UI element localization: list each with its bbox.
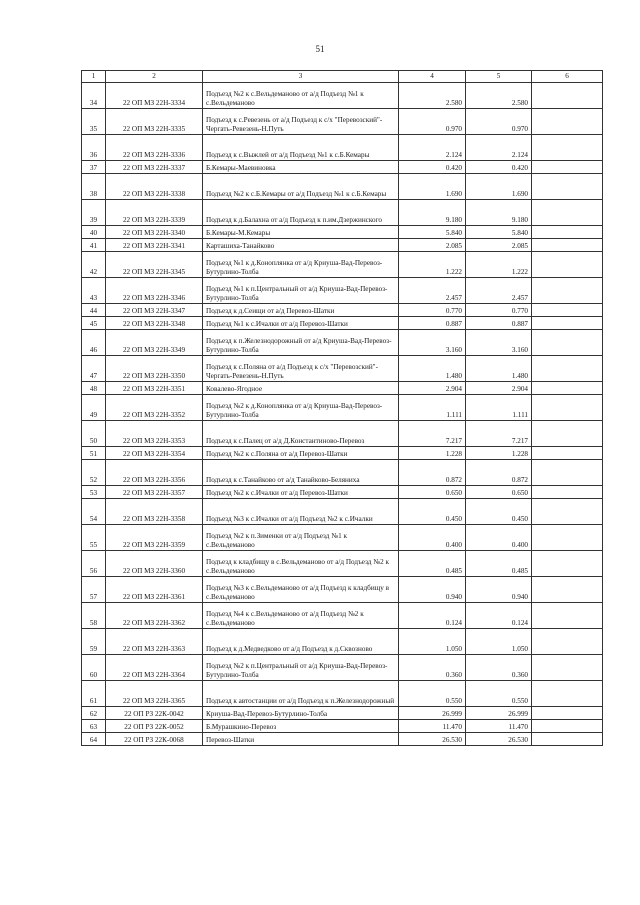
header-col-4: 4: [399, 71, 466, 83]
road-length-total: 0.872: [466, 460, 532, 486]
road-name: Подъезд №2 к п.Зименки от а/д Подъезд №1 к с.Вельдеманово: [203, 525, 399, 551]
road-name: Подъезд к д.Балахна от а/д Подъезд к п.им.Дзержинского: [203, 200, 399, 226]
road-name: Подъезд к с.Танайково от а/д Танайково-Белянихa: [203, 460, 399, 486]
road-name: Подъезд к д.Сеищи от а/д Перевоз-Шатки: [203, 304, 399, 317]
road-length: 0.485: [399, 551, 466, 577]
road-length-total: 0.550: [466, 681, 532, 707]
table-row: [82, 135, 603, 161]
table-row: [82, 707, 603, 720]
note-cell: [532, 330, 603, 356]
road-length-total: 26.530: [466, 733, 532, 746]
note-cell: [532, 707, 603, 720]
road-code: 22 ОП МЗ 22Н-3359: [106, 525, 203, 551]
note-cell: [532, 161, 603, 174]
note-cell: [532, 135, 603, 161]
row-number: 47: [82, 356, 106, 382]
road-code: 22 ОП МЗ 22Н-3336: [106, 135, 203, 161]
row-number: 48: [82, 382, 106, 395]
road-code: 22 ОП МЗ 22Н-3349: [106, 330, 203, 356]
note-cell: [532, 681, 603, 707]
road-name: Подъезд к с.Выжлей от а/д Подъезд №1 к с.Б.Кемары: [203, 135, 399, 161]
table-row: [82, 525, 603, 551]
table-row: [82, 603, 603, 629]
table-row: [82, 161, 603, 174]
row-number: 56: [82, 551, 106, 577]
road-name: Подъезд №2 к д.Коноплянка от а/д Криуша-Вад-Перевоз-Бутурлино-Толба: [203, 395, 399, 421]
road-name: Подъезд №2 к с.Б.Кемары от а/д Подъезд №1 к с.Б.Кемары: [203, 174, 399, 200]
row-number: 37: [82, 161, 106, 174]
road-name: Перевоз-Шатки: [203, 733, 399, 746]
road-length-total: 9.180: [466, 200, 532, 226]
header-row: [82, 71, 603, 83]
road-length-total: 0.360: [466, 655, 532, 681]
header-col-5: 5: [466, 71, 532, 83]
note-cell: [532, 421, 603, 447]
road-name: Б.Кемары-Маевиновка: [203, 161, 399, 174]
road-code: 22 ОП МЗ 22Н-3362: [106, 603, 203, 629]
table-row: [82, 577, 603, 603]
row-number: 46: [82, 330, 106, 356]
header-col-3: 3: [203, 71, 399, 83]
note-cell: [532, 239, 603, 252]
road-length-total: 2.904: [466, 382, 532, 395]
road-name: Подъезд к кладбищу в с.Вельдеманово от а/д Подъезд №2 к с.Вельдеманово: [203, 551, 399, 577]
note-cell: [532, 109, 603, 135]
road-length-total: 3.160: [466, 330, 532, 356]
note-cell: [532, 278, 603, 304]
table-body: [82, 83, 603, 746]
note-cell: [532, 525, 603, 551]
row-number: 51: [82, 447, 106, 460]
row-number: 52: [82, 460, 106, 486]
road-length: 0.450: [399, 499, 466, 525]
road-name: Карташиха-Танайково: [203, 239, 399, 252]
road-length: 2.085: [399, 239, 466, 252]
road-length-total: 0.940: [466, 577, 532, 603]
table-row: [82, 317, 603, 330]
road-length: 2.457: [399, 278, 466, 304]
road-code: 22 ОП МЗ 22Н-3360: [106, 551, 203, 577]
note-cell: [532, 174, 603, 200]
road-length-total: 1.480: [466, 356, 532, 382]
note-cell: [532, 304, 603, 317]
road-name: Подъезд №3 к с.Вельдеманово от а/д Подъезд к кладбищу в с.Вельдеманово: [203, 577, 399, 603]
table-row: [82, 226, 603, 239]
road-code: 22 ОП МЗ 22Н-3341: [106, 239, 203, 252]
row-number: 39: [82, 200, 106, 226]
row-number: 53: [82, 486, 106, 499]
road-length-total: 1.050: [466, 629, 532, 655]
road-length: 0.400: [399, 525, 466, 551]
header-col-6: 6: [532, 71, 603, 83]
row-number: 63: [82, 720, 106, 733]
road-length: 2.580: [399, 83, 466, 109]
row-number: 41: [82, 239, 106, 252]
road-name: Ковалево-Ягодное: [203, 382, 399, 395]
road-length: 0.940: [399, 577, 466, 603]
road-code: 22 ОП МЗ 22Н-3345: [106, 252, 203, 278]
note-cell: [532, 499, 603, 525]
table-row: [82, 486, 603, 499]
road-length: 1.222: [399, 252, 466, 278]
road-length: 9.180: [399, 200, 466, 226]
table-row: [82, 83, 603, 109]
road-length: 5.840: [399, 226, 466, 239]
row-number: 57: [82, 577, 106, 603]
road-length-total: 26.999: [466, 707, 532, 720]
road-length-total: 11.470: [466, 720, 532, 733]
road-code: 22 ОП МЗ 22Н-3335: [106, 109, 203, 135]
table-row: [82, 681, 603, 707]
row-number: 58: [82, 603, 106, 629]
road-length: 2.904: [399, 382, 466, 395]
road-name: Подъезд №2 к с.Вельдеманово от а/д Подъезд №1 к с.Вельдеманово: [203, 83, 399, 109]
table-row: [82, 421, 603, 447]
road-length: 1.111: [399, 395, 466, 421]
table-row: [82, 239, 603, 252]
note-cell: [532, 733, 603, 746]
road-length: 0.650: [399, 486, 466, 499]
road-length-total: 1.222: [466, 252, 532, 278]
note-cell: [532, 83, 603, 109]
road-length: 26.530: [399, 733, 466, 746]
road-length-total: 0.485: [466, 551, 532, 577]
road-length-total: 0.124: [466, 603, 532, 629]
row-number: 35: [82, 109, 106, 135]
road-code: 22 ОП МЗ 22Н-3347: [106, 304, 203, 317]
row-number: 45: [82, 317, 106, 330]
road-length-total: 2.457: [466, 278, 532, 304]
road-code: 22 ОП МЗ 22Н-3334: [106, 83, 203, 109]
road-code: 22 ОП МЗ 22Н-3354: [106, 447, 203, 460]
header-col-1: 1: [82, 71, 106, 83]
road-length-total: 7.217: [466, 421, 532, 447]
road-length-total: 0.400: [466, 525, 532, 551]
road-name: Подъезд №1 к д.Коноплянка от а/д Криуша-Вад-Перевоз-Бутурлино-Толба: [203, 252, 399, 278]
road-code: 22 ОП МЗ 22Н-3356: [106, 460, 203, 486]
row-number: 60: [82, 655, 106, 681]
road-code: 22 ОП МЗ 22Н-3350: [106, 356, 203, 382]
row-number: 50: [82, 421, 106, 447]
row-number: 55: [82, 525, 106, 551]
road-code: 22 ОП МЗ 22Н-3358: [106, 499, 203, 525]
table-row: [82, 629, 603, 655]
road-code: 22 ОП МЗ 22Н-3353: [106, 421, 203, 447]
row-number: 64: [82, 733, 106, 746]
table-row: [82, 655, 603, 681]
road-length-total: 2.124: [466, 135, 532, 161]
road-length: 0.420: [399, 161, 466, 174]
road-name: Подъезд №2 к п.Центральный от а/д Криуша-Вад-Перевоз-Бутурлино-Толба: [203, 655, 399, 681]
table-row: [82, 395, 603, 421]
road-code: 22 ОП РЗ 22К-0052: [106, 720, 203, 733]
road-length: 0.550: [399, 681, 466, 707]
table-row: [82, 252, 603, 278]
row-number: 40: [82, 226, 106, 239]
road-code: 22 ОП МЗ 22Н-3357: [106, 486, 203, 499]
table-row: [82, 720, 603, 733]
note-cell: [532, 447, 603, 460]
row-number: 34: [82, 83, 106, 109]
road-name: Подъезд №4 к с.Вельдеманово от а/д Подъезд №2 к с.Вельдеманово: [203, 603, 399, 629]
road-length-total: 1.111: [466, 395, 532, 421]
road-length: 1.690: [399, 174, 466, 200]
header-col-2: 2: [106, 71, 203, 83]
table-row: [82, 460, 603, 486]
note-cell: [532, 655, 603, 681]
road-length: 1.480: [399, 356, 466, 382]
note-cell: [532, 603, 603, 629]
table-row: [82, 551, 603, 577]
road-length: 2.124: [399, 135, 466, 161]
road-length-total: 0.770: [466, 304, 532, 317]
row-number: 62: [82, 707, 106, 720]
road-name: Б.Мурашкино-Перевоз: [203, 720, 399, 733]
road-length-total: 0.450: [466, 499, 532, 525]
road-length: 0.887: [399, 317, 466, 330]
note-cell: [532, 460, 603, 486]
road-length: 3.160: [399, 330, 466, 356]
roads-table: [81, 70, 603, 746]
road-length: 0.872: [399, 460, 466, 486]
note-cell: [532, 252, 603, 278]
road-code: 22 ОП МЗ 22Н-3338: [106, 174, 203, 200]
table-row: [82, 356, 603, 382]
table-row: [82, 278, 603, 304]
road-code: 22 ОП МЗ 22Н-3361: [106, 577, 203, 603]
road-name: Подъезд №2 к с.Поляна от а/д Перевоз-Шатки: [203, 447, 399, 460]
road-length-total: 0.970: [466, 109, 532, 135]
road-length-total: 0.650: [466, 486, 532, 499]
road-length-total: 0.420: [466, 161, 532, 174]
road-name: Подъезд к с.Ревезень от а/д Подъезд к с/х "Перевозский"-Чергать-Ревезень-Н.Путь: [203, 109, 399, 135]
road-length-total: 1.228: [466, 447, 532, 460]
note-cell: [532, 317, 603, 330]
page-number: 51: [315, 44, 325, 54]
road-name: Подъезд №1 к с.Ичалки от а/д Перевоз-Шатки: [203, 317, 399, 330]
note-cell: [532, 200, 603, 226]
road-length: 26.999: [399, 707, 466, 720]
table-row: [82, 499, 603, 525]
road-name: Б.Кемары-М.Кемары: [203, 226, 399, 239]
table-row: [82, 200, 603, 226]
road-code: 22 ОП МЗ 22Н-3363: [106, 629, 203, 655]
road-length: 0.770: [399, 304, 466, 317]
road-name: Подъезд к п.Железнодорожный от а/д Криуша-Вад-Перевоз-Бутурлино-Толба: [203, 330, 399, 356]
road-name: Подъезд №2 к с.Ичалки от а/д Перевоз-Шатки: [203, 486, 399, 499]
table-row: [82, 330, 603, 356]
table-row: [82, 447, 603, 460]
road-name: Подъезд к автостанции от а/д Подъезд к п.Железнодорожный: [203, 681, 399, 707]
note-cell: [532, 720, 603, 733]
road-length-total: 5.840: [466, 226, 532, 239]
road-code: 22 ОП МЗ 22Н-3365: [106, 681, 203, 707]
note-cell: [532, 395, 603, 421]
table-row: [82, 304, 603, 317]
road-code: 22 ОП МЗ 22Н-3352: [106, 395, 203, 421]
row-number: 42: [82, 252, 106, 278]
road-name: Подъезд к д.Медведково от а/д Подъезд к д.Сквозново: [203, 629, 399, 655]
road-code: 22 ОП МЗ 22Н-3337: [106, 161, 203, 174]
row-number: 38: [82, 174, 106, 200]
note-cell: [532, 551, 603, 577]
road-code: 22 ОП МЗ 22Н-3339: [106, 200, 203, 226]
road-code: 22 ОП МЗ 22Н-3351: [106, 382, 203, 395]
road-code: 22 ОП РЗ 22К-0068: [106, 733, 203, 746]
road-code: 22 ОП МЗ 22Н-3364: [106, 655, 203, 681]
road-name: Подъезд к с.Палец от а/д Д.Константиново-Перевоз: [203, 421, 399, 447]
road-length: 0.124: [399, 603, 466, 629]
note-cell: [532, 382, 603, 395]
note-cell: [532, 226, 603, 239]
row-number: 44: [82, 304, 106, 317]
road-name: Подъезд №3 к с.Ичалки от а/д Подъезд №2 к с.Ичалки: [203, 499, 399, 525]
road-length: 7.217: [399, 421, 466, 447]
note-cell: [532, 486, 603, 499]
row-number: 43: [82, 278, 106, 304]
road-length: 1.228: [399, 447, 466, 460]
road-name: Криуша-Вад-Перевоз-Бутурлино-Толба: [203, 707, 399, 720]
road-length: 0.360: [399, 655, 466, 681]
road-name: Подъезд №1 к п.Центральный от а/д Криуша-Вад-Перевоз-Бутурлино-Толба: [203, 278, 399, 304]
note-cell: [532, 629, 603, 655]
road-length-total: 0.887: [466, 317, 532, 330]
row-number: 59: [82, 629, 106, 655]
road-length: 0.970: [399, 109, 466, 135]
road-name: Подъезд к с.Поляна от а/д Подъезд к с/х "Перевозский"-Чергать-Ревезень-Н.Путь: [203, 356, 399, 382]
road-code: 22 ОП РЗ 22К-0042: [106, 707, 203, 720]
table-row: [82, 733, 603, 746]
road-code: 22 ОП МЗ 22Н-3346: [106, 278, 203, 304]
row-number: 54: [82, 499, 106, 525]
road-length: 11.470: [399, 720, 466, 733]
road-length-total: 2.580: [466, 83, 532, 109]
row-number: 49: [82, 395, 106, 421]
note-cell: [532, 356, 603, 382]
road-code: 22 ОП МЗ 22Н-3340: [106, 226, 203, 239]
table-row: [82, 382, 603, 395]
road-length-total: 1.690: [466, 174, 532, 200]
road-length-total: 2.085: [466, 239, 532, 252]
table-row: [82, 174, 603, 200]
note-cell: [532, 577, 603, 603]
table-row: [82, 109, 603, 135]
road-length: 1.050: [399, 629, 466, 655]
road-code: 22 ОП МЗ 22Н-3348: [106, 317, 203, 330]
row-number: 36: [82, 135, 106, 161]
row-number: 61: [82, 681, 106, 707]
